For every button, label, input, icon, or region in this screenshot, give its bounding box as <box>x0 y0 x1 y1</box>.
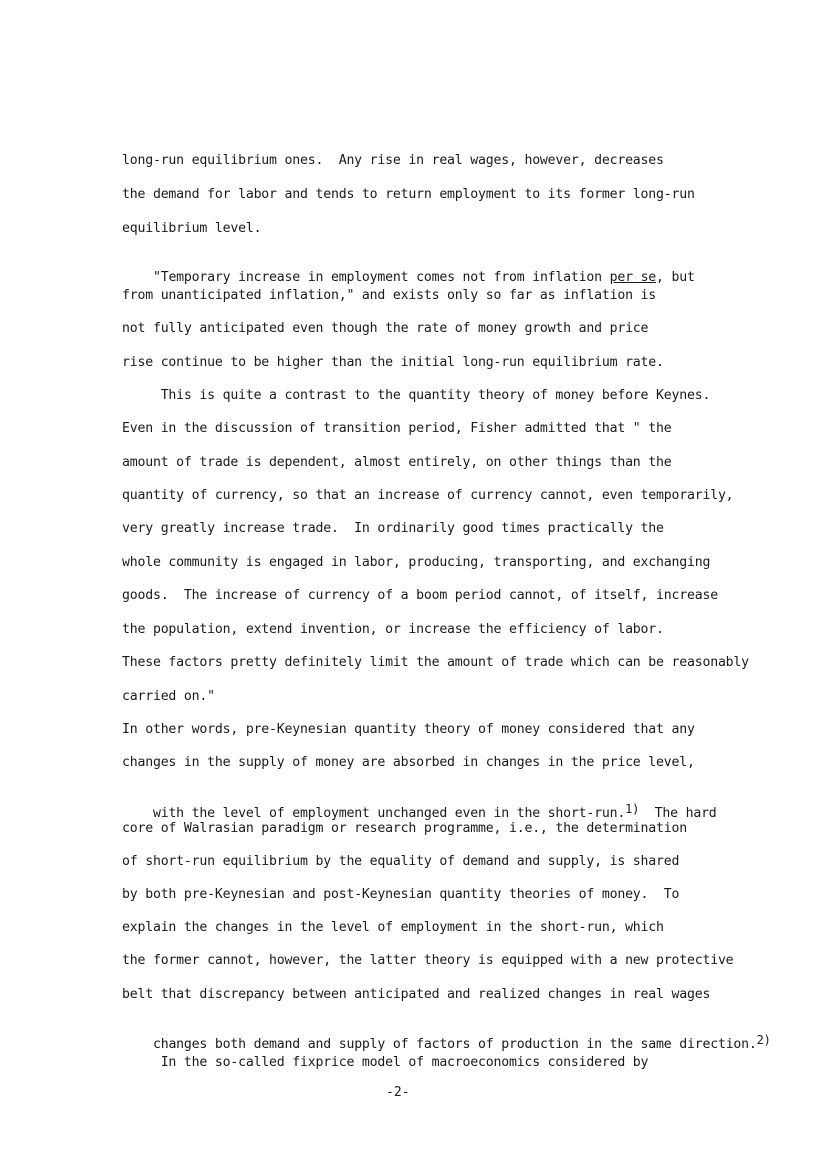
text-line: carried on." <box>122 689 215 704</box>
text-line: Even in the discussion of transition period, Fisher admitted that " the <box>122 421 672 436</box>
text-line: the former cannot, however, the latter theory is equipped with a new protective <box>122 953 734 968</box>
text-line: the population, extend invention, or increase the efficiency of labor. <box>122 622 664 637</box>
text-line: very greatly increase trade. In ordinarily good times practically the <box>122 521 664 536</box>
text-segment: with the level of employment unchanged even in the short-run. <box>152 806 626 821</box>
text-line: equilibrium level. <box>122 221 262 236</box>
footnote-marker: 1) <box>625 802 640 816</box>
text-line: This is quite a contrast to the quantity theory of money before Keynes. <box>122 388 711 403</box>
text-segment: , but <box>656 270 695 285</box>
text-line: quantity of currency, so that an increase of currency cannot, even temporarily, <box>122 488 734 503</box>
text-line: In other words, pre-Keynesian quantity theory of money considered that any <box>122 722 695 737</box>
text-segment: The hard <box>639 806 717 821</box>
text-line: the demand for labor and tends to return employment to its former long-run <box>122 187 695 202</box>
text-line: belt that discrepancy between anticipated and realized changes in real wages <box>122 987 711 1002</box>
text-line: by both pre-Keynesian and post-Keynesian quantity theories of money. To <box>122 887 680 902</box>
text-line: changes in the supply of money are absorbed in changes in the price level, <box>122 755 695 770</box>
text-line: rise continue to be higher than the initial long-run equilibrium rate. <box>122 355 664 370</box>
text-line: from unanticipated inflation," and exists only so far as inflation is <box>122 288 657 303</box>
text-line: In the so-called fixprice model of macroeconomics considered by <box>122 1055 649 1070</box>
footnote-marker: 2) <box>756 1033 771 1047</box>
underlined-phrase: per se <box>609 270 657 285</box>
text-line: amount of trade is dependent, almost entirely, on other things than the <box>122 455 672 470</box>
text-line: whole community is engaged in labor, producing, transporting, and exchanging <box>122 555 711 570</box>
page-number: -2- <box>386 1085 410 1100</box>
text-line: long-run equilibrium ones. Any rise in real wages, however, decreases <box>122 153 664 168</box>
text-line: These factors pretty definitely limit the amount of trade which can be reasonably <box>122 655 749 670</box>
text-line: explain the changes in the level of employment in the short-run, which <box>122 920 664 935</box>
text-segment: "Temporary increase in employment comes not from inflation <box>152 270 610 285</box>
text-line: not fully anticipated even though the rate of money growth and price <box>122 321 649 336</box>
text-line: of short-run equilibrium by the equality of demand and supply, is shared <box>122 854 680 869</box>
text-segment: changes both demand and supply of factors of production in the same direction. <box>152 1037 757 1052</box>
text-line: goods. The increase of currency of a boom period cannot, of itself, increase <box>122 588 718 603</box>
text-line: core of Walrasian paradigm or research programme, i.e., the determination <box>122 821 687 836</box>
